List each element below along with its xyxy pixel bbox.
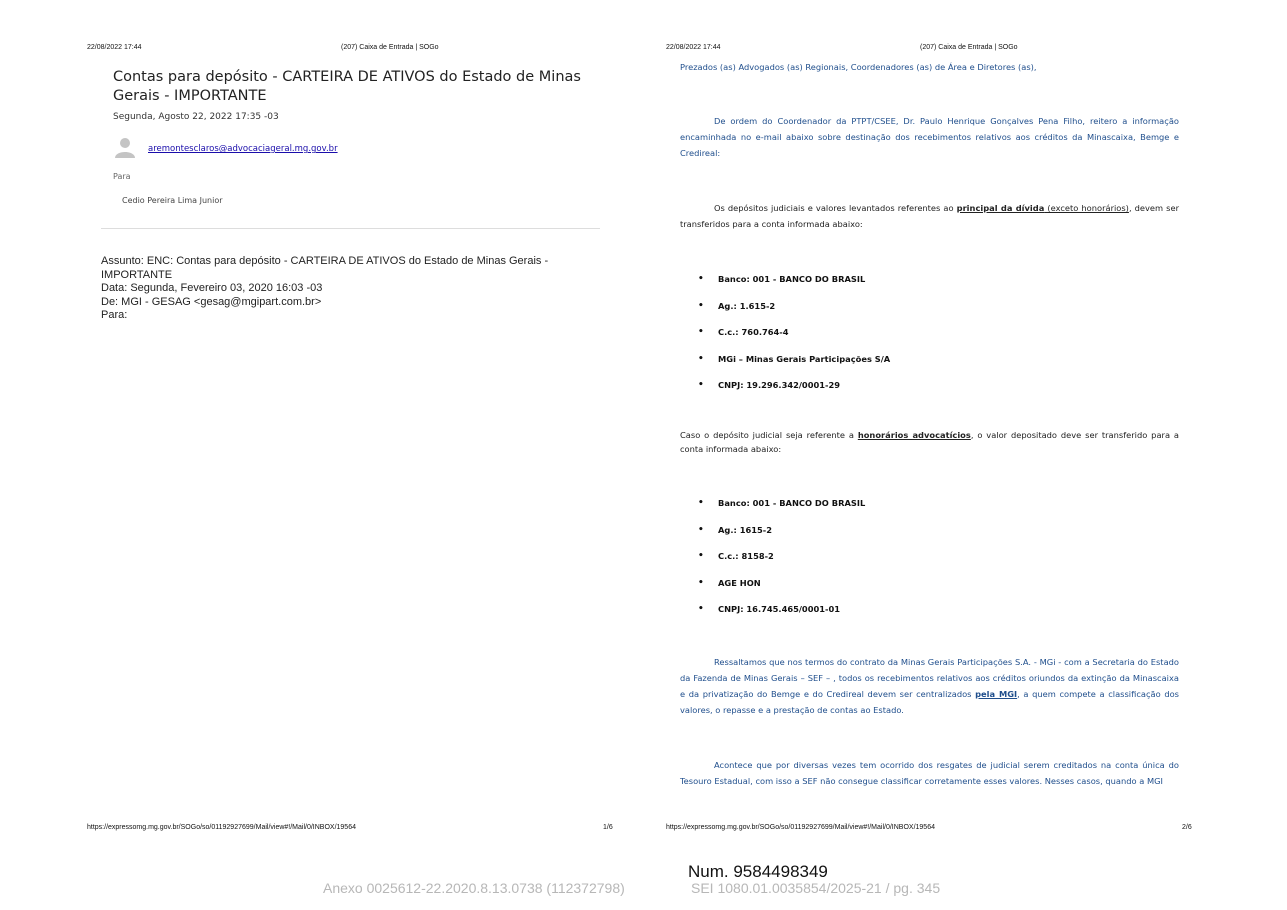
honorarios-advocaticios: honorários advocatícios bbox=[857, 430, 971, 440]
page2-header-title: (207) Caixa de Entrada | SOGo bbox=[920, 44, 1018, 51]
sender-email-link[interactable]: aremontesclaros@advocaciageral.mg.gov.br bbox=[148, 144, 338, 154]
to-label: Para bbox=[113, 172, 131, 181]
bank2-item: • CNPJ: 16.745.465/0001-01 bbox=[698, 603, 998, 630]
page2-footer-url: https://expressomg.mg.gov.br/SOGo/so/01192927699/Mail/view#!/Mail/0/INBOX/19564 bbox=[666, 824, 935, 831]
bank2-item: • Banco: 001 - BANCO DO BRASIL bbox=[698, 497, 998, 524]
bank1-item: • Ag.: 1.615-2 bbox=[698, 300, 998, 327]
forward-to: Para: bbox=[101, 309, 128, 321]
greeting: Prezados (as) Advogados (as) Regionais, Coordenadores (as) de Área e Diretores (as), bbox=[680, 62, 1037, 72]
page1-header-title: (207) Caixa de Entrada | SOGo bbox=[341, 44, 439, 51]
paragraph-principal-text-b: , devem ser transferidos para a conta informada abaixo: bbox=[680, 203, 1180, 229]
bank1-item: • MGi – Minas Gerais Participações S/A bbox=[698, 353, 998, 380]
paragraph-principal bbox=[680, 200, 1179, 232]
header-divider bbox=[101, 228, 600, 229]
paragraph-honorarios bbox=[680, 428, 1179, 456]
paragraph-acontece: Acontece que por diversas vezes tem ocorrido dos resgates de judicial serem creditados na conta única do Tesouro Estadual, com isso a SEF não consegue classificar corretamente esses valores. Nesses casos, quando a MGI bbox=[680, 760, 1179, 786]
paragraph-honorarios-text-a: Caso o depósito judicial seja referente a bbox=[680, 430, 858, 440]
page1-footer-page: 1/6 bbox=[603, 824, 613, 831]
paragraph-ressaltamos bbox=[680, 654, 1179, 718]
annex-reference: Anexo 0025612-22.2020.8.13.0738 (112372798) bbox=[323, 880, 625, 896]
bank-account-list-2 bbox=[698, 497, 998, 630]
page2-footer-page: 2/6 bbox=[1182, 824, 1192, 831]
paragraph-principal-text-a: Os depósitos judiciais e valores levantados referentes ao bbox=[714, 203, 957, 213]
bank1-item: • CNPJ: 19.296.342/0001-29 bbox=[698, 379, 998, 406]
bank1-item: • Banco: 001 - BANCO DO BRASIL bbox=[698, 273, 998, 300]
avatar bbox=[114, 136, 136, 158]
paragraph-ressaltamos-text-b: , a quem compete a classificação dos valores, o repasse e a prestação de contas ao Estado. bbox=[680, 689, 1179, 715]
paragraph-ressaltamos-text-a: Ressaltamos que nos termos do contrato da Minas Gerais Participações S.A. - MGi - com a Secretaria do Estado da Fazenda de Minas Gerais – SEF – , todos os recebimentos relativos aos créditos oriundos da extinção da Minascaixa e da privatização do Bemge e do Credireal devem ser centralizados bbox=[680, 657, 1179, 699]
forward-subject: Assunto: ENC: Contas para depósito - CARTEIRA DE ATIVOS do Estado de Minas Gerais - IMPORTANTE bbox=[101, 255, 549, 281]
person-icon bbox=[114, 136, 136, 158]
forward-block bbox=[101, 255, 571, 323]
paragraph-honorarios-text-b: , o valor depositado deve ser transferido para a conta informada abaixo: bbox=[680, 430, 1179, 454]
bank2-item: • Ag.: 1615-2 bbox=[698, 524, 998, 551]
page1-footer-url: https://expressomg.mg.gov.br/SOGo/so/01192927699/Mail/view#!/Mail/0/INBOX/19564 bbox=[87, 824, 356, 831]
document-number: Num. 9584498349 bbox=[688, 862, 828, 881]
bank2-item: • C.c.: 8158-2 bbox=[698, 550, 998, 577]
bank2-item: • AGE HON bbox=[698, 577, 998, 604]
page2-header-datetime: 22/08/2022 17:44 bbox=[666, 44, 721, 51]
sei-reference: SEI 1080.01.0035854/2025-21 / pg. 345 bbox=[691, 880, 941, 896]
recipient-name: Cedio Pereira Lima Junior bbox=[122, 196, 223, 205]
forward-date: Data: Segunda, Fevereiro 03, 2020 16:03 -03 bbox=[101, 282, 323, 294]
principal-da-divida: principal da dívida bbox=[956, 203, 1045, 213]
page1-header-datetime: 22/08/2022 17:44 bbox=[87, 44, 142, 51]
email-date: Segunda, Agosto 22, 2022 17:35 -03 bbox=[113, 112, 279, 122]
email-subject: Contas para depósito - CARTEIRA DE ATIVOS do Estado de Minas Gerais - IMPORTANTE bbox=[113, 69, 581, 104]
paragraph-order: De ordem do Coordenador da PTPT/CSEE, Dr. Paulo Henrique Gonçalves Pena Filho, reitero a informação encaminhada no e-mail abaixo sobre destinação dos recebimentos relativos aos créditos da Minascaixa, Bemge e Credireal: bbox=[680, 116, 1179, 158]
bank1-item: • C.c.: 760.764-4 bbox=[698, 326, 998, 353]
forward-from: De: MGI - GESAG <gesag@mgipart.com.br> bbox=[101, 295, 322, 308]
bank-account-list-1 bbox=[698, 273, 998, 406]
exceto-honorarios: (exceto honorários) bbox=[1044, 203, 1129, 213]
pela-mgi: pela MGI bbox=[975, 689, 1018, 699]
